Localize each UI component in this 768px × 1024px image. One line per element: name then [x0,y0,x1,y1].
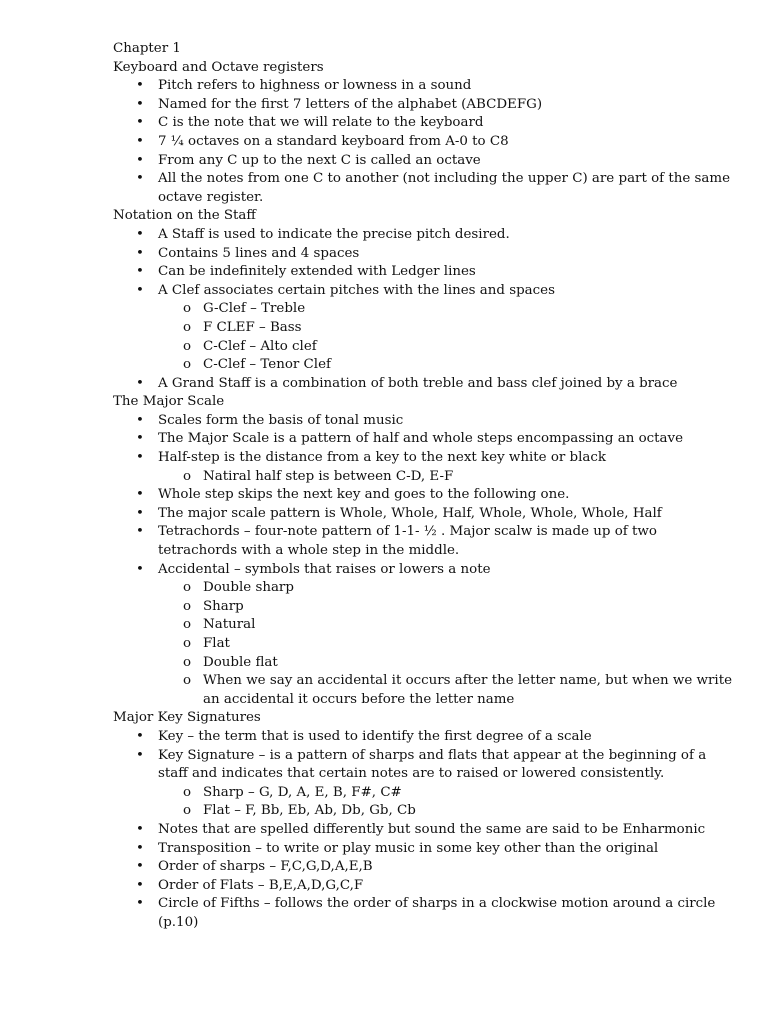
list-item [113,858,733,877]
circle-bullet-icon: o [183,580,192,596]
circle-bullet-icon: o [183,636,192,651]
sub-list-item-text: C-Clef – Alto clef [203,338,317,354]
bullet-icon: • [136,896,144,912]
list-item [113,96,733,115]
list-item [113,505,733,524]
list-item [113,226,733,245]
list-item-text: Half-step is the distance from a key to the next key white or black [158,450,607,466]
list-item-text: Whole step skips the next key and goes to the following one. [158,487,570,503]
sub-list-item-text: Double sharp [203,580,294,596]
list-item [113,895,733,932]
section [113,709,733,932]
list-item-text: Scales form the basis of tonal music [158,412,404,428]
list-item [113,747,733,784]
list-item [113,412,733,431]
bullet-list [113,226,733,393]
sub-list-item [113,672,733,709]
circle-bullet-icon: o [183,319,192,335]
bullet-icon: • [136,821,144,837]
list-item [113,77,733,96]
sub-list-item [113,635,733,654]
bullet-icon: • [136,152,144,168]
sub-list-item-text: Sharp – G, D, A, E, B, F#, C# [203,784,402,800]
sub-list-item [113,319,733,338]
sub-list-item-text: F CLEF – Bass [203,319,302,335]
list-item [113,728,733,747]
bullet-list [113,728,733,933]
sub-list-item [113,300,733,319]
list-item [113,133,733,152]
sub-list-item-text: Flat – F, Bb, Eb, Ab, Db, Gb, Cb [203,803,416,819]
bullet-icon: • [136,133,144,149]
sub-list-item [113,356,733,375]
list-item-text: A Staff is used to indicate the precise pitch desired. [158,226,510,242]
list-item-text: Tetrachords – four-note pattern of 1-1- ½ . Major scalw is made up of two tetrachords with a whole step in the middle. [158,524,657,559]
circle-bullet-icon: o [183,654,192,670]
sub-list-item [113,468,733,487]
section [113,393,733,709]
list-item [113,523,733,560]
list-item [113,114,733,133]
list-item-text: A Clef associates certain pitches with the lines and spaces [158,282,555,298]
list-item-text: The Major Scale is a pattern of half and whole steps encompassing an octave [158,431,684,447]
bullet-icon: • [136,747,144,763]
bullet-icon: • [136,78,144,94]
section [113,207,733,393]
list-item-text: Order of sharps – F,C,G,D,A,E,B [158,859,373,875]
list-item [113,282,733,301]
list-item-text: Transposition – to write or play music in some key other than the original [158,840,659,856]
bullet-icon: • [136,505,144,521]
sub-list-item-text: Flat [203,636,230,651]
bullet-icon: • [136,524,144,540]
bullet-icon: • [136,226,144,242]
list-item [113,877,733,896]
sub-list-item [113,338,733,357]
list-item-text: A Grand Staff is a combination of both treble and bass clef joined by a brace [158,375,678,391]
list-item-text: Circle of Fifths – follows the order of sharps in a clockwise motion around a circle (p.10) [158,896,716,930]
section-heading: Major Key Signatures [113,710,261,726]
circle-bullet-icon: o [183,598,192,614]
list-item-text: Key – the term that is used to identify the first degree of a scale [158,728,592,744]
list-item-text: C is the note that we will relate to the keyboard [158,115,484,131]
bullet-icon: • [136,859,144,875]
chapter-title: Chapter 1 [113,41,181,56]
list-item-text: Named for the first 7 letters of the alphabet (ABCDEFG) [158,96,543,112]
bullet-icon: • [136,96,144,112]
list-item [113,375,733,394]
list-item-text: Key Signature – is a pattern of sharps and flats that appear at the beginning of a staff and indicates that certain notes are to raised or lowered consistently. [158,747,707,782]
sub-list-item [113,616,733,635]
list-item-text: 7 ¼ octaves on a standard keyboard from A-0 to C8 [158,133,509,149]
list-item [113,486,733,505]
bullet-icon: • [136,431,144,447]
list-item [113,245,733,264]
sections-container [113,59,733,933]
circle-bullet-icon: o [183,784,192,800]
circle-bullet-icon: o [183,673,192,689]
sub-list-item-text: C-Clef – Tenor Clef [203,357,331,373]
bullet-icon: • [136,282,144,298]
list-item-text: Order of Flats – B,E,A,D,G,C,F [158,877,364,893]
section [113,59,733,208]
sub-list-item [113,598,733,617]
section-heading: Keyboard and Octave registers [113,59,324,75]
circle-bullet-icon: o [183,617,192,633]
section-heading: The Major Scale [113,394,225,410]
bullet-list [113,412,733,710]
circle-bullet-icon: o [183,338,192,354]
sub-list-item-text: Sharp [203,598,244,614]
sub-list-item-text: G-Clef – Treble [203,301,306,317]
list-item-text: The major scale pattern is Whole, Whole, Half, Whole, Whole, Whole, Half [158,505,662,521]
bullet-icon: • [136,375,144,391]
circle-bullet-icon: o [183,357,192,373]
list-item [113,561,733,580]
list-item [113,821,733,840]
list-item-text: Accidental – symbols that raises or lowers a note [158,561,491,577]
list-item [113,840,733,859]
bullet-icon: • [136,171,144,187]
circle-bullet-icon: o [183,803,192,819]
sub-list-item [113,784,733,803]
list-item [113,263,733,282]
list-item-text: Pitch refers to highness or lowness in a sound [158,78,472,94]
list-item [113,170,733,207]
sub-list-item [113,579,733,598]
bullet-icon: • [136,412,144,428]
list-item [113,449,733,468]
bullet-icon: • [136,728,144,744]
sub-list-item [113,654,733,673]
circle-bullet-icon: o [183,468,192,484]
circle-bullet-icon: o [183,301,192,317]
bullet-icon: • [136,840,144,856]
sub-list-item-text: Double flat [203,654,278,670]
bullet-icon: • [136,264,144,280]
bullet-icon: • [136,561,144,577]
section-heading: Notation on the Staff [113,208,256,224]
document-body [113,40,733,933]
bullet-icon: • [136,877,144,893]
list-item-text: Notes that are spelled differently but sound the same are said to be Enharmonic [158,821,706,837]
bullet-list [113,77,733,207]
sub-list-item-text: Natiral half step is between C-D, E-F [203,468,454,484]
bullet-icon: • [136,450,144,466]
bullet-icon: • [136,245,144,261]
list-item-text: Can be indefinitely extended with Ledger lines [158,264,476,280]
list-item-text: Contains 5 lines and 4 spaces [158,245,360,261]
sub-list-item-text: When we say an accidental it occurs after the letter name, but when we write an accidental it occurs before the letter name [203,673,733,707]
sub-list-item [113,802,733,821]
bullet-icon: • [136,115,144,131]
sub-list-item-text: Natural [203,617,256,633]
list-item-text: From any C up to the next C is called an octave [158,152,481,168]
list-item [113,430,733,449]
list-item [113,152,733,171]
list-item-text: All the notes from one C to another (not including the upper C) are part of the same octave register. [158,171,731,205]
bullet-icon: • [136,487,144,503]
